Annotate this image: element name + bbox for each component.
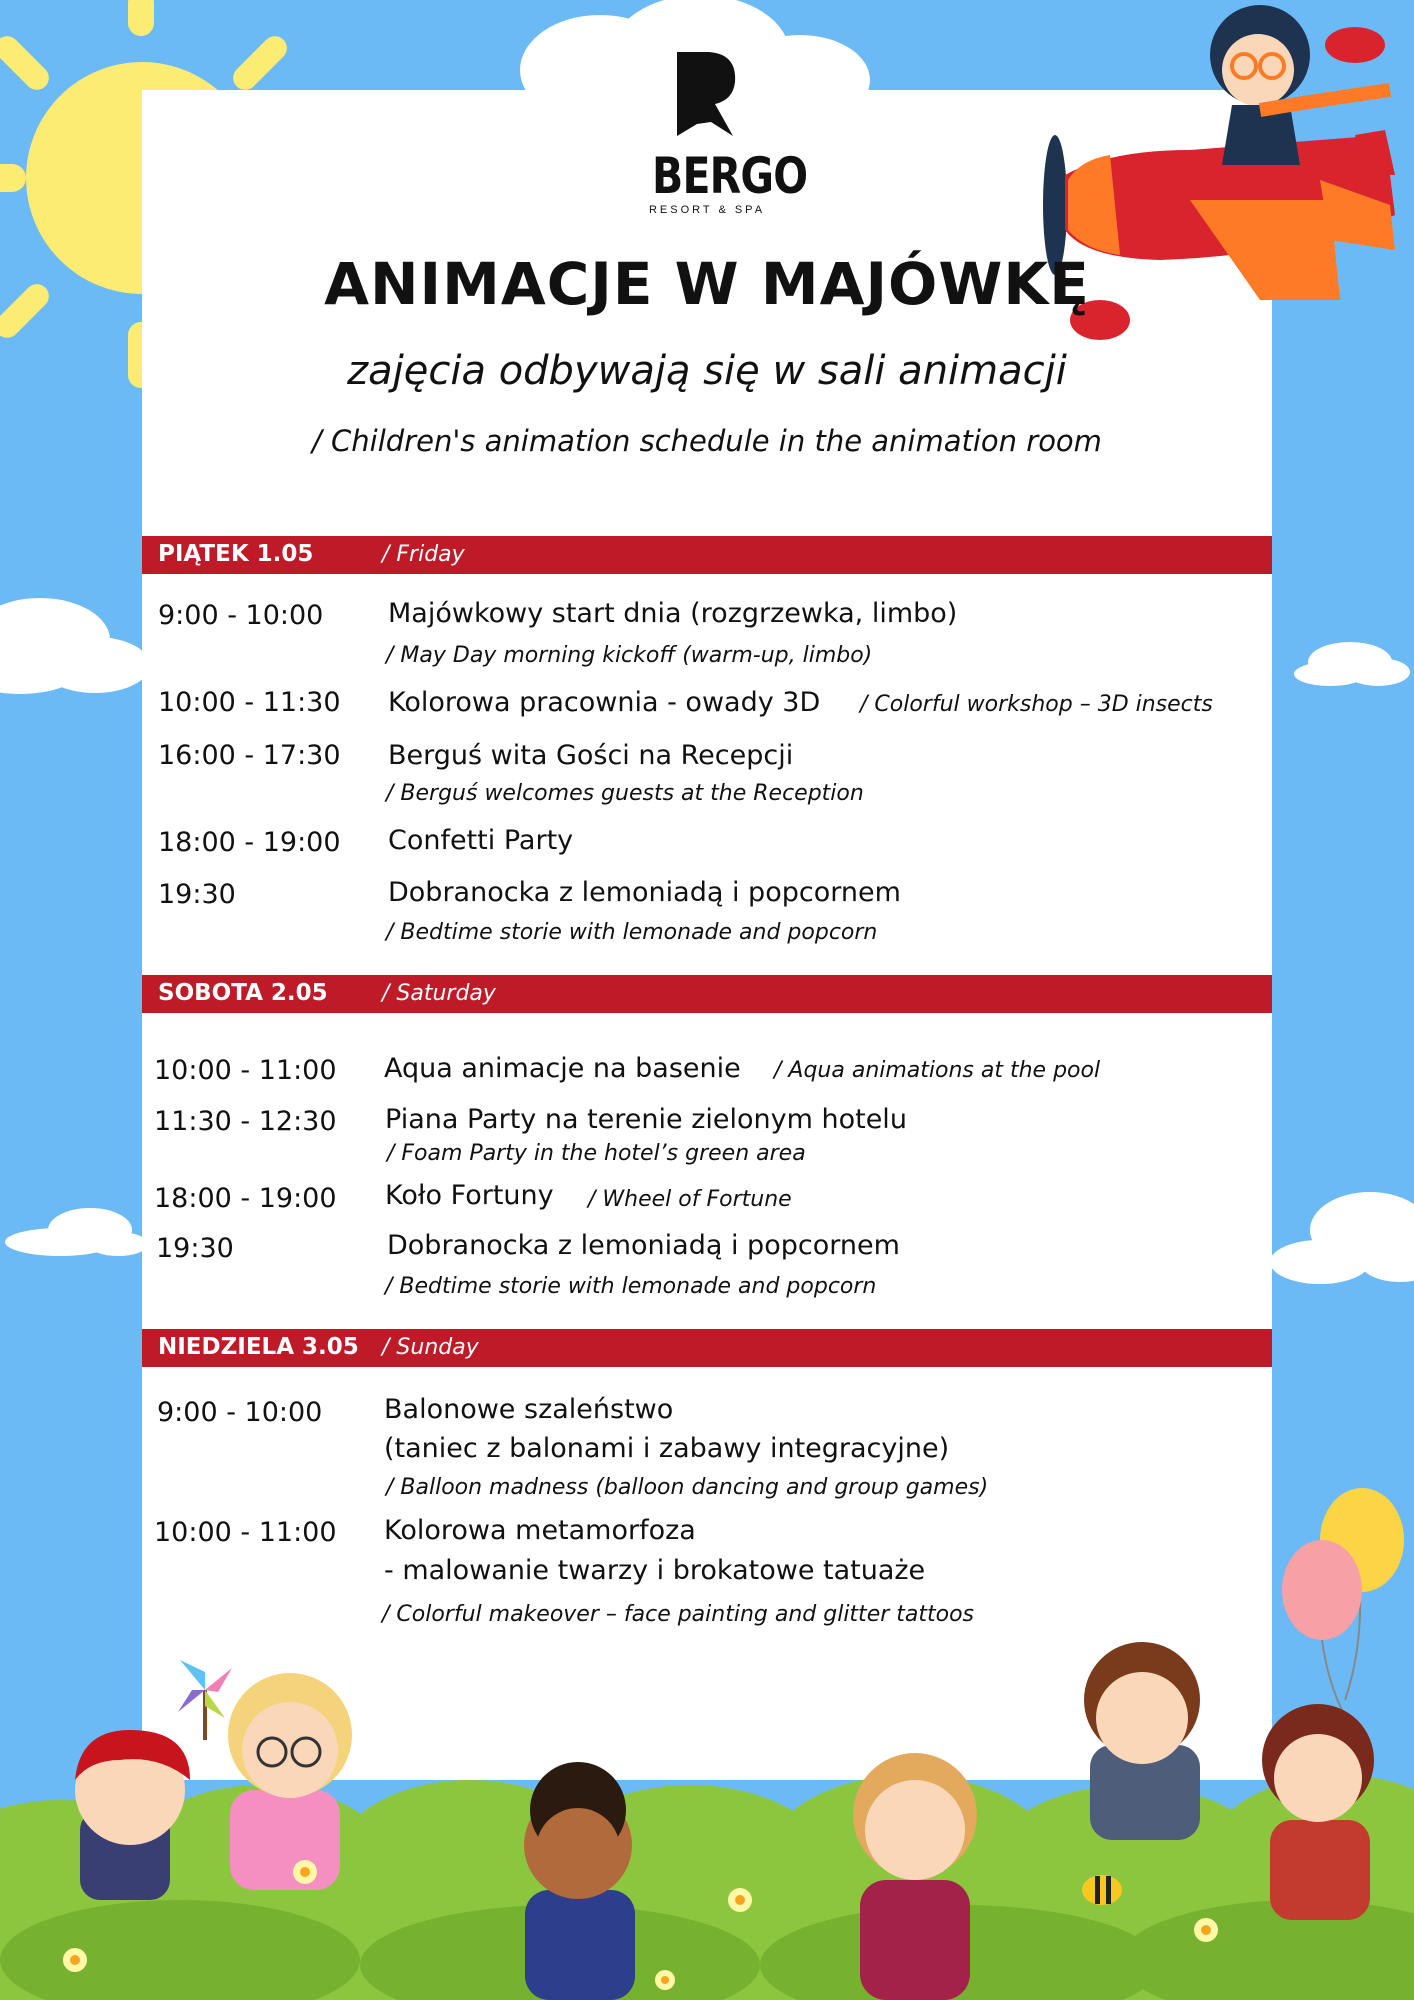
brand-name: BERGO: [652, 147, 808, 205]
event-title: Balonowe szaleństwo: [384, 1394, 674, 1425]
event-title: Dobranocka z lemoniadą i popcornem: [387, 1230, 900, 1261]
event-title: Aqua animacje na basenie: [384, 1053, 741, 1084]
event-time: 10:00 - 11:00: [154, 1517, 337, 1548]
subtitle-pl: zajęcia odbywają się w sali animacji: [347, 348, 1067, 394]
event-title: Kolorowa pracownia - owady 3D: [388, 687, 821, 718]
event-title-en: / Aqua animations at the pool: [774, 1058, 1101, 1083]
event-time: 9:00 - 10:00: [158, 600, 324, 631]
event-title-en: / Colorful workshop – 3D insects: [860, 692, 1213, 717]
day-name-en: / Sunday: [382, 1335, 479, 1360]
event-title: Koło Fortuny: [385, 1180, 554, 1211]
day-header-saturday: [142, 975, 1272, 1013]
event-time: 9:00 - 10:00: [157, 1397, 323, 1428]
event-title-en: / Balloon madness (balloon dancing and group games): [386, 1475, 989, 1500]
day-name-en: / Friday: [382, 542, 465, 567]
event-title-en: / Colorful makeover – face painting and glitter tattoos: [382, 1602, 975, 1627]
event-title-line2: - malowanie twarzy i brokatowe tatuaże: [384, 1555, 926, 1586]
day-name-en: / Saturday: [382, 981, 496, 1006]
day-header-friday: [142, 536, 1272, 574]
subtitle-en: / Children's animation schedule in the animation room: [312, 424, 1102, 458]
event-title-en: / Bedtime storie with lemonade and popcorn: [385, 1274, 877, 1299]
child-icon: [228, 1673, 352, 1890]
day-header-sunday: [142, 1329, 1272, 1367]
event-title: Berguś wita Gości na Recepcji: [388, 740, 794, 771]
event-title: Confetti Party: [388, 825, 574, 856]
event-time: 10:00 - 11:30: [158, 687, 341, 718]
event-time: 11:30 - 12:30: [154, 1106, 337, 1137]
event-title-line2: (taniec z balonami i zabawy integracyjne): [384, 1433, 950, 1464]
cloud-icon: [5, 1208, 148, 1256]
event-time: 10:00 - 11:00: [154, 1055, 337, 1086]
event-title: Dobranocka z lemoniadą i popcornem: [388, 877, 901, 908]
event-title-en: / May Day morning kickoff (warm-up, limbo): [386, 643, 873, 668]
logo-mark-icon: [675, 52, 739, 136]
page-title: ANIMACJE W MAJÓWKĘ: [324, 250, 1090, 318]
event-title: Majówkowy start dnia (rozgrzewka, limbo): [388, 598, 958, 629]
event-title-en: / Foam Party in the hotel’s green area: [387, 1141, 806, 1166]
day-name: SOBOTA 2.05: [158, 980, 328, 1006]
bee-icon: [1082, 1875, 1122, 1905]
brand-logo: [640, 52, 808, 228]
child-icon: [1084, 1642, 1200, 1840]
cloud-icon: [0, 598, 150, 694]
brand-tagline: RESORT & SPA: [648, 204, 766, 216]
balloon-icon: [1282, 1488, 1404, 1740]
cloud-icon: [1294, 642, 1410, 686]
event-time: 16:00 - 17:30: [158, 740, 341, 771]
event-time: 19:30: [156, 1233, 234, 1264]
day-name: NIEDZIELA 3.05: [158, 1334, 359, 1360]
event-time: 18:00 - 19:00: [154, 1183, 337, 1214]
event-title: Kolorowa metamorfoza: [384, 1515, 696, 1546]
cloud-icon: [1270, 1192, 1414, 1284]
event-title-en: / Bedtime storie with lemonade and popcorn: [386, 920, 878, 945]
event-title-en: / Berguś welcomes guests at the Reception: [386, 781, 864, 806]
day-name: PIĄTEK 1.05: [158, 541, 314, 567]
event-title-en: / Wheel of Fortune: [588, 1187, 792, 1212]
event-time: 19:30: [158, 879, 236, 910]
event-time: 18:00 - 19:00: [158, 827, 341, 858]
event-title: Piana Party na terenie zielonym hotelu: [385, 1104, 907, 1135]
